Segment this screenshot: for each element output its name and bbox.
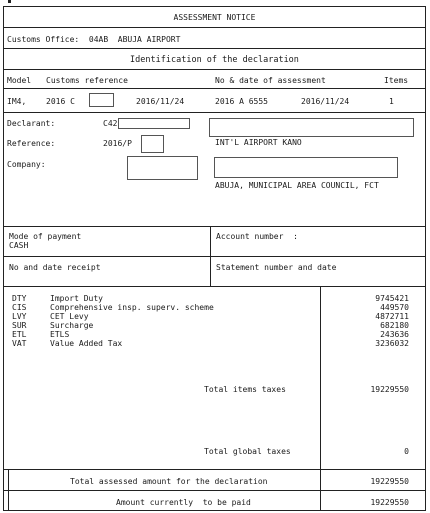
tax-code: LVY <box>12 312 27 321</box>
address-line-1: INT'L AIRPORT KANO <box>215 138 302 147</box>
redacted-field <box>141 135 164 153</box>
divider <box>3 256 426 257</box>
tax-name: Comprehensive insp. superv. scheme <box>50 303 214 312</box>
account-number-label: Account number : <box>216 232 298 241</box>
punch-mark <box>8 0 11 3</box>
tax-name: CET Levy <box>50 312 89 321</box>
customs-reference-prefix: 2016 C <box>46 97 75 106</box>
declarant-value: C42 <box>103 119 118 128</box>
total-global-value: 0 <box>404 447 409 456</box>
total-items-label: Total items taxes <box>204 385 286 394</box>
redacted-field <box>89 93 114 107</box>
total-global-label: Total global taxes <box>204 447 291 456</box>
tax-code: VAT <box>12 339 27 348</box>
address-line-2: ABUJA, MUNICIPAL AREA COUNCIL, FCT <box>215 181 379 190</box>
amount-to-be-paid-value: 19229550 <box>370 498 409 507</box>
col-header-assessment: No & date of assessment <box>215 76 326 85</box>
tax-code: CIS <box>12 303 27 312</box>
tax-amount: 4872711 <box>375 312 409 321</box>
notice-title: ASSESSMENT NOTICE <box>173 13 256 22</box>
receipt-label: No and date receipt <box>9 263 101 272</box>
tax-amount: 9745421 <box>375 294 409 303</box>
redacted-field <box>127 156 198 180</box>
divider <box>3 469 426 470</box>
assessment-number: 2016 A 6555 <box>215 97 268 106</box>
section-title: Identification of the declaration <box>130 55 299 65</box>
divider <box>8 469 9 511</box>
declarant-label: Declarant: <box>7 119 56 128</box>
customs-reference-date: 2016/11/24 <box>136 97 185 106</box>
model-value: IM4, <box>7 97 27 106</box>
tax-amount: 682180 <box>380 321 409 330</box>
tax-name: Import Duty <box>50 294 103 303</box>
col-header-customs-reference: Customs reference <box>46 76 128 85</box>
redacted-field <box>214 157 398 178</box>
tax-amount: 3236032 <box>375 339 409 348</box>
tax-code: SUR <box>12 321 27 330</box>
divider <box>3 69 426 70</box>
col-header-model: Model <box>7 76 32 85</box>
divider <box>210 226 211 286</box>
col-header-items: Items <box>384 76 409 85</box>
tax-name: Surcharge <box>50 321 94 330</box>
company-label: Company: <box>7 160 46 169</box>
divider <box>3 27 426 28</box>
total-items-value: 19229550 <box>370 385 409 394</box>
redacted-field <box>118 118 190 129</box>
total-assessed-label: Total assessed amount for the declaration <box>70 477 268 486</box>
customs-office: Customs Office: 04AB ABUJA AIRPORT <box>7 35 181 44</box>
divider <box>3 112 426 113</box>
divider <box>320 286 321 511</box>
total-assessed-value: 19229550 <box>370 477 409 486</box>
tax-amount: 243636 <box>380 330 409 339</box>
reference-label: Reference: <box>7 139 56 148</box>
divider <box>3 48 426 49</box>
items-count: 1 <box>389 97 394 106</box>
tax-code: ETL <box>12 330 27 339</box>
assessment-date: 2016/11/24 <box>301 97 350 106</box>
amount-to-be-paid-label: Amount currently to be paid <box>116 498 251 507</box>
mode-of-payment-label: Mode of payment <box>9 232 82 241</box>
divider <box>3 88 426 89</box>
tax-amount: 449570 <box>380 303 409 312</box>
reference-value: 2016/P <box>103 139 132 148</box>
tax-name: Value Added Tax <box>50 339 123 348</box>
divider <box>3 286 426 287</box>
tax-code: DTY <box>12 294 27 303</box>
divider <box>3 490 426 491</box>
tax-name: ETLS <box>50 330 70 339</box>
mode-of-payment-value: CASH <box>9 241 29 250</box>
redacted-field <box>209 118 414 137</box>
divider <box>3 226 426 227</box>
statement-label: Statement number and date <box>216 263 337 272</box>
